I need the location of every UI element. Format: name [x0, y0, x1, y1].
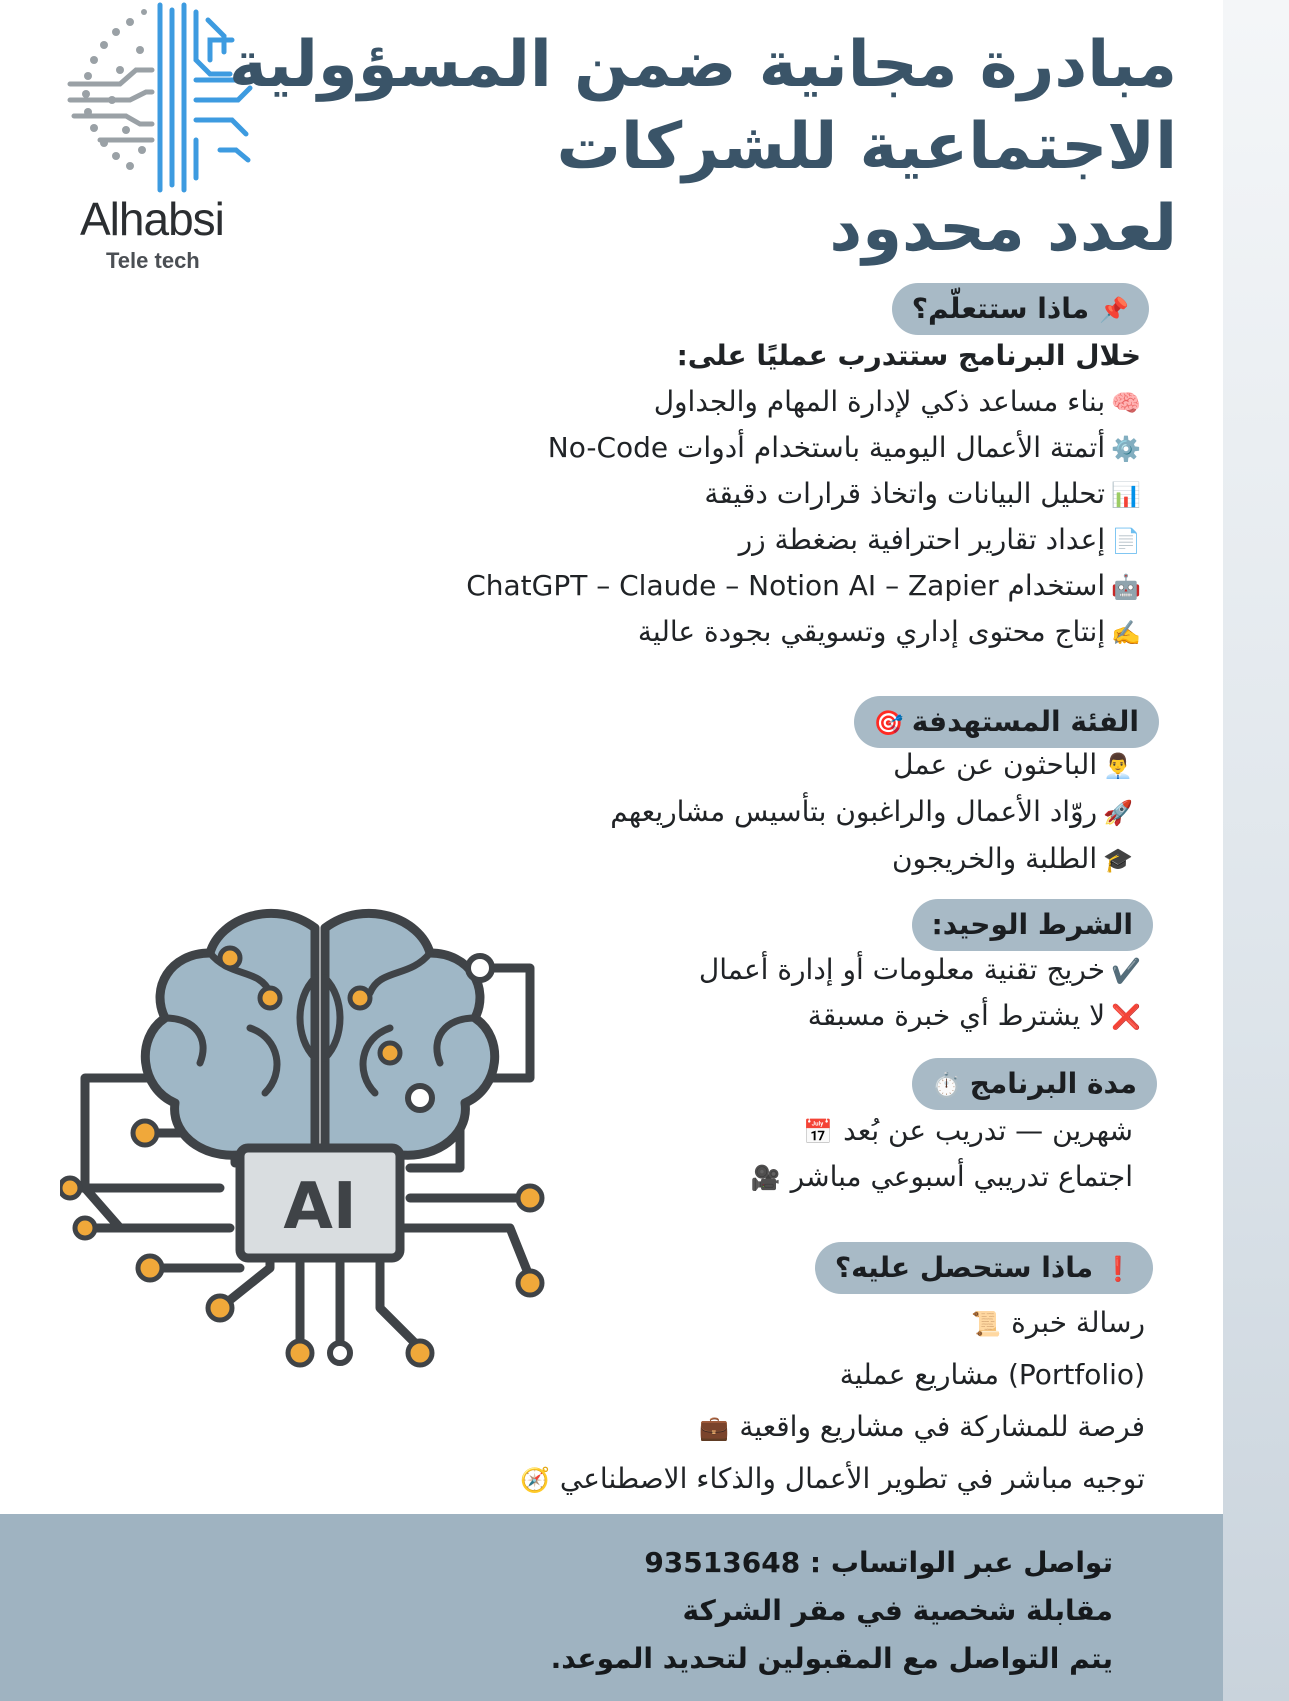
- logo-tagline: Tele tech: [106, 248, 200, 273]
- benefit-item: (Portfolio) مشاريع عملية: [839, 1358, 1145, 1391]
- learn-item: 📄إعداد تقارير احترافية بضغطة زر: [738, 523, 1141, 556]
- calendar-icon: 📅: [803, 1118, 834, 1146]
- writing-hand-icon: ✍️: [1111, 619, 1141, 647]
- job-seeker-icon: 👨‍💼: [1103, 752, 1133, 780]
- cross-mark-icon: ❌: [1111, 1003, 1141, 1031]
- benefit-item: رسالة خبرة📜: [971, 1306, 1145, 1339]
- learn-item: ⚙️أتمتة الأعمال اليومية باستخدام أدوات No-Code: [547, 431, 1141, 464]
- check-mark-icon: ✔️: [1111, 957, 1141, 985]
- contact-note: يتم التواصل مع المقبولين لتحديد الموعد.: [550, 1642, 1113, 1675]
- page-title: [228, 24, 1177, 270]
- title-line-2: الاجتماعية للشركات: [556, 110, 1177, 184]
- scroll-icon: 📜: [971, 1310, 1002, 1338]
- gear-icon: ⚙️: [1111, 435, 1141, 463]
- condition-item: ❌لا يشترط أي خبرة مسبقة: [807, 999, 1141, 1032]
- pushpin-icon: 📌: [1099, 296, 1129, 324]
- interview-note: مقابلة شخصية في مقر الشركة: [682, 1594, 1113, 1627]
- compass-icon: 🧭: [520, 1466, 550, 1494]
- whatsapp-contact[interactable]: تواصل عبر الواتساب : 93513648: [644, 1546, 1113, 1579]
- rocket-icon: 🚀: [1103, 799, 1133, 827]
- learn-item: 🤖استخدام ChatGPT – Claude – Notion AI – Zapier: [466, 569, 1141, 602]
- section-heading-benefits: ❗ماذا ستحصل عليه؟: [815, 1242, 1153, 1294]
- learn-item: 🧠بناء مساعد ذكي لإدارة المهام والجداول: [653, 385, 1141, 418]
- audience-item: 👨‍💼الباحثون عن عمل: [893, 748, 1133, 781]
- exclamation-icon: ❗: [1103, 1255, 1133, 1283]
- target-icon: 🎯: [873, 709, 904, 737]
- briefcase-icon: 💼: [699, 1414, 730, 1442]
- graduation-cap-icon: 🎓: [1103, 846, 1133, 874]
- title-line-1: مبادرة مجانية ضمن المسؤولية: [228, 28, 1177, 102]
- video-camera-icon: 🎥: [750, 1164, 781, 1192]
- right-edge-strip: [1223, 0, 1289, 1701]
- stopwatch-icon: ⏱️: [931, 1071, 962, 1099]
- section-heading-audience: الفئة المستهدفة🎯: [854, 696, 1159, 748]
- learn-item: ✍️إنتاج محتوى إداري وتسويقي بجودة عالية: [637, 615, 1141, 648]
- title-line-3: لعدد محدود: [829, 192, 1177, 266]
- logo-wordmark: Alhabsi: [80, 193, 224, 245]
- condition-item: ✔️خريج تقنية معلومات أو إدارة أعمال: [698, 953, 1141, 986]
- contact-footer: [0, 1514, 1223, 1701]
- section-heading-duration: مدة البرنامج⏱️: [912, 1058, 1157, 1110]
- duration-item: شهرين — تدريب عن بُعد📅: [803, 1114, 1133, 1147]
- audience-item: 🚀روّاد الأعمال والراغبون بتأسيس مشاريعهم: [610, 795, 1133, 828]
- benefit-item: توجيه مباشر في تطوير الأعمال والذكاء الاصطناعي🧭: [520, 1462, 1145, 1495]
- ai-brain-icon: [60, 898, 580, 1408]
- bar-chart-icon: 📊: [1111, 481, 1141, 509]
- section-heading-learn: 📌ماذا ستتعلّم؟: [892, 283, 1149, 335]
- section-heading-condition: الشرط الوحيد:: [912, 899, 1154, 951]
- ai-chip-label: AI: [283, 1170, 357, 1244]
- learn-item: 📊تحليل البيانات واتخاذ قرارات دقيقة: [704, 477, 1141, 510]
- audience-item: 🎓الطلبة والخريجون: [891, 842, 1133, 875]
- benefit-item: فرصة للمشاركة في مشاريع واقعية💼: [699, 1410, 1145, 1443]
- robot-icon: 🤖: [1111, 573, 1141, 601]
- duration-item: اجتماع تدريبي أسبوعي مباشر🎥: [750, 1160, 1133, 1193]
- document-icon: 📄: [1111, 527, 1141, 555]
- brain-icon: 🧠: [1111, 389, 1141, 417]
- learn-intro: خلال البرنامج ستتدرب عمليًا على:: [676, 339, 1141, 372]
